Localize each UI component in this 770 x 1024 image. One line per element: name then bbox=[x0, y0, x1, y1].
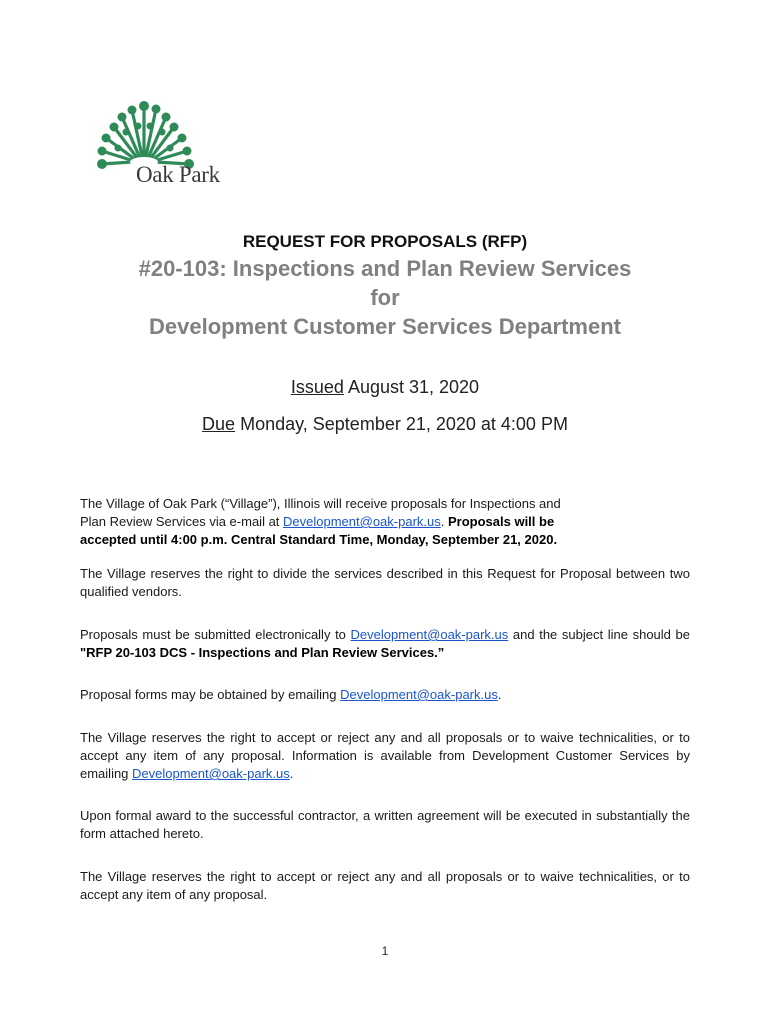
award-paragraph: Upon formal award to the successful contractor, a written agreement will be executed in substantially the form attached hereto. bbox=[80, 808, 690, 841]
intro-text-a: The Village of Oak Park (“Village”), Illinois will receive proposals for Inspections and bbox=[80, 496, 561, 511]
issued-date bbox=[0, 377, 770, 398]
reservation-text-b: . bbox=[289, 766, 294, 781]
intro-paragraph bbox=[80, 495, 690, 549]
reservation-paragraph: The Village reserves the right to accept or reject any and all proposals or to waive technicalities, or to accept any item of any proposal. bbox=[80, 869, 690, 902]
deadline-text-a: Proposals will be bbox=[447, 514, 555, 529]
reservation-text-a: The Village reserves the right to accept or reject any and all proposals or to waive technicalities, or to accept any item of any proposal. Information is available from Development Customer Services by emailing bbox=[80, 730, 690, 781]
submission-paragraph bbox=[80, 626, 690, 662]
forms-paragraph bbox=[80, 686, 690, 704]
email-link[interactable]: Development@oak-park.us bbox=[283, 514, 441, 529]
document-title-line-3: Development Customer Services Department bbox=[149, 314, 621, 339]
intro-text-b: Plan Review Services via e-mail at bbox=[80, 514, 284, 529]
logo-text: Oak Park bbox=[136, 162, 220, 187]
intro-text-c: . bbox=[440, 514, 448, 529]
email-link[interactable]: Development@oak-park.us bbox=[132, 766, 290, 781]
due-date bbox=[0, 414, 770, 435]
document-title-line-2: for bbox=[370, 285, 400, 310]
forms-text-a: Proposal forms may be obtained by emailing bbox=[80, 687, 341, 702]
submission-text-a: Proposals must be submitted electronically to bbox=[80, 627, 351, 642]
email-link[interactable]: Development@oak-park.us bbox=[340, 687, 498, 702]
document-title-line-1: #20-103: Inspections and Plan Review Services bbox=[138, 256, 632, 281]
reservation-info-paragraph bbox=[80, 729, 690, 783]
divide-services-paragraph: The Village reserves the right to divide the services described in this Request for Proposal between two qualified vendors. bbox=[80, 566, 690, 599]
oak-park-logo bbox=[92, 98, 242, 193]
issued-label: Issued bbox=[290, 377, 344, 397]
deadline-text-b: accepted until 4:00 p.m. Central Standard Time, Monday, September 21, 2020. bbox=[80, 532, 558, 547]
subject-line-text: "RFP 20-103 DCS - Inspections and Plan Review Services.” bbox=[80, 645, 445, 660]
submission-text-b: and the subject line should be bbox=[508, 627, 690, 642]
page-number: 1 bbox=[381, 944, 389, 958]
due-label: Due bbox=[202, 414, 236, 434]
forms-text-b: . bbox=[497, 687, 502, 702]
issued-value: August 31, 2020 bbox=[343, 377, 480, 397]
due-value: Monday, September 21, 2020 at 4:00 PM bbox=[235, 414, 568, 434]
email-link[interactable]: Development@oak-park.us bbox=[350, 627, 509, 642]
rfp-label: REQUEST FOR PROPOSALS (RFP) bbox=[242, 232, 528, 251]
